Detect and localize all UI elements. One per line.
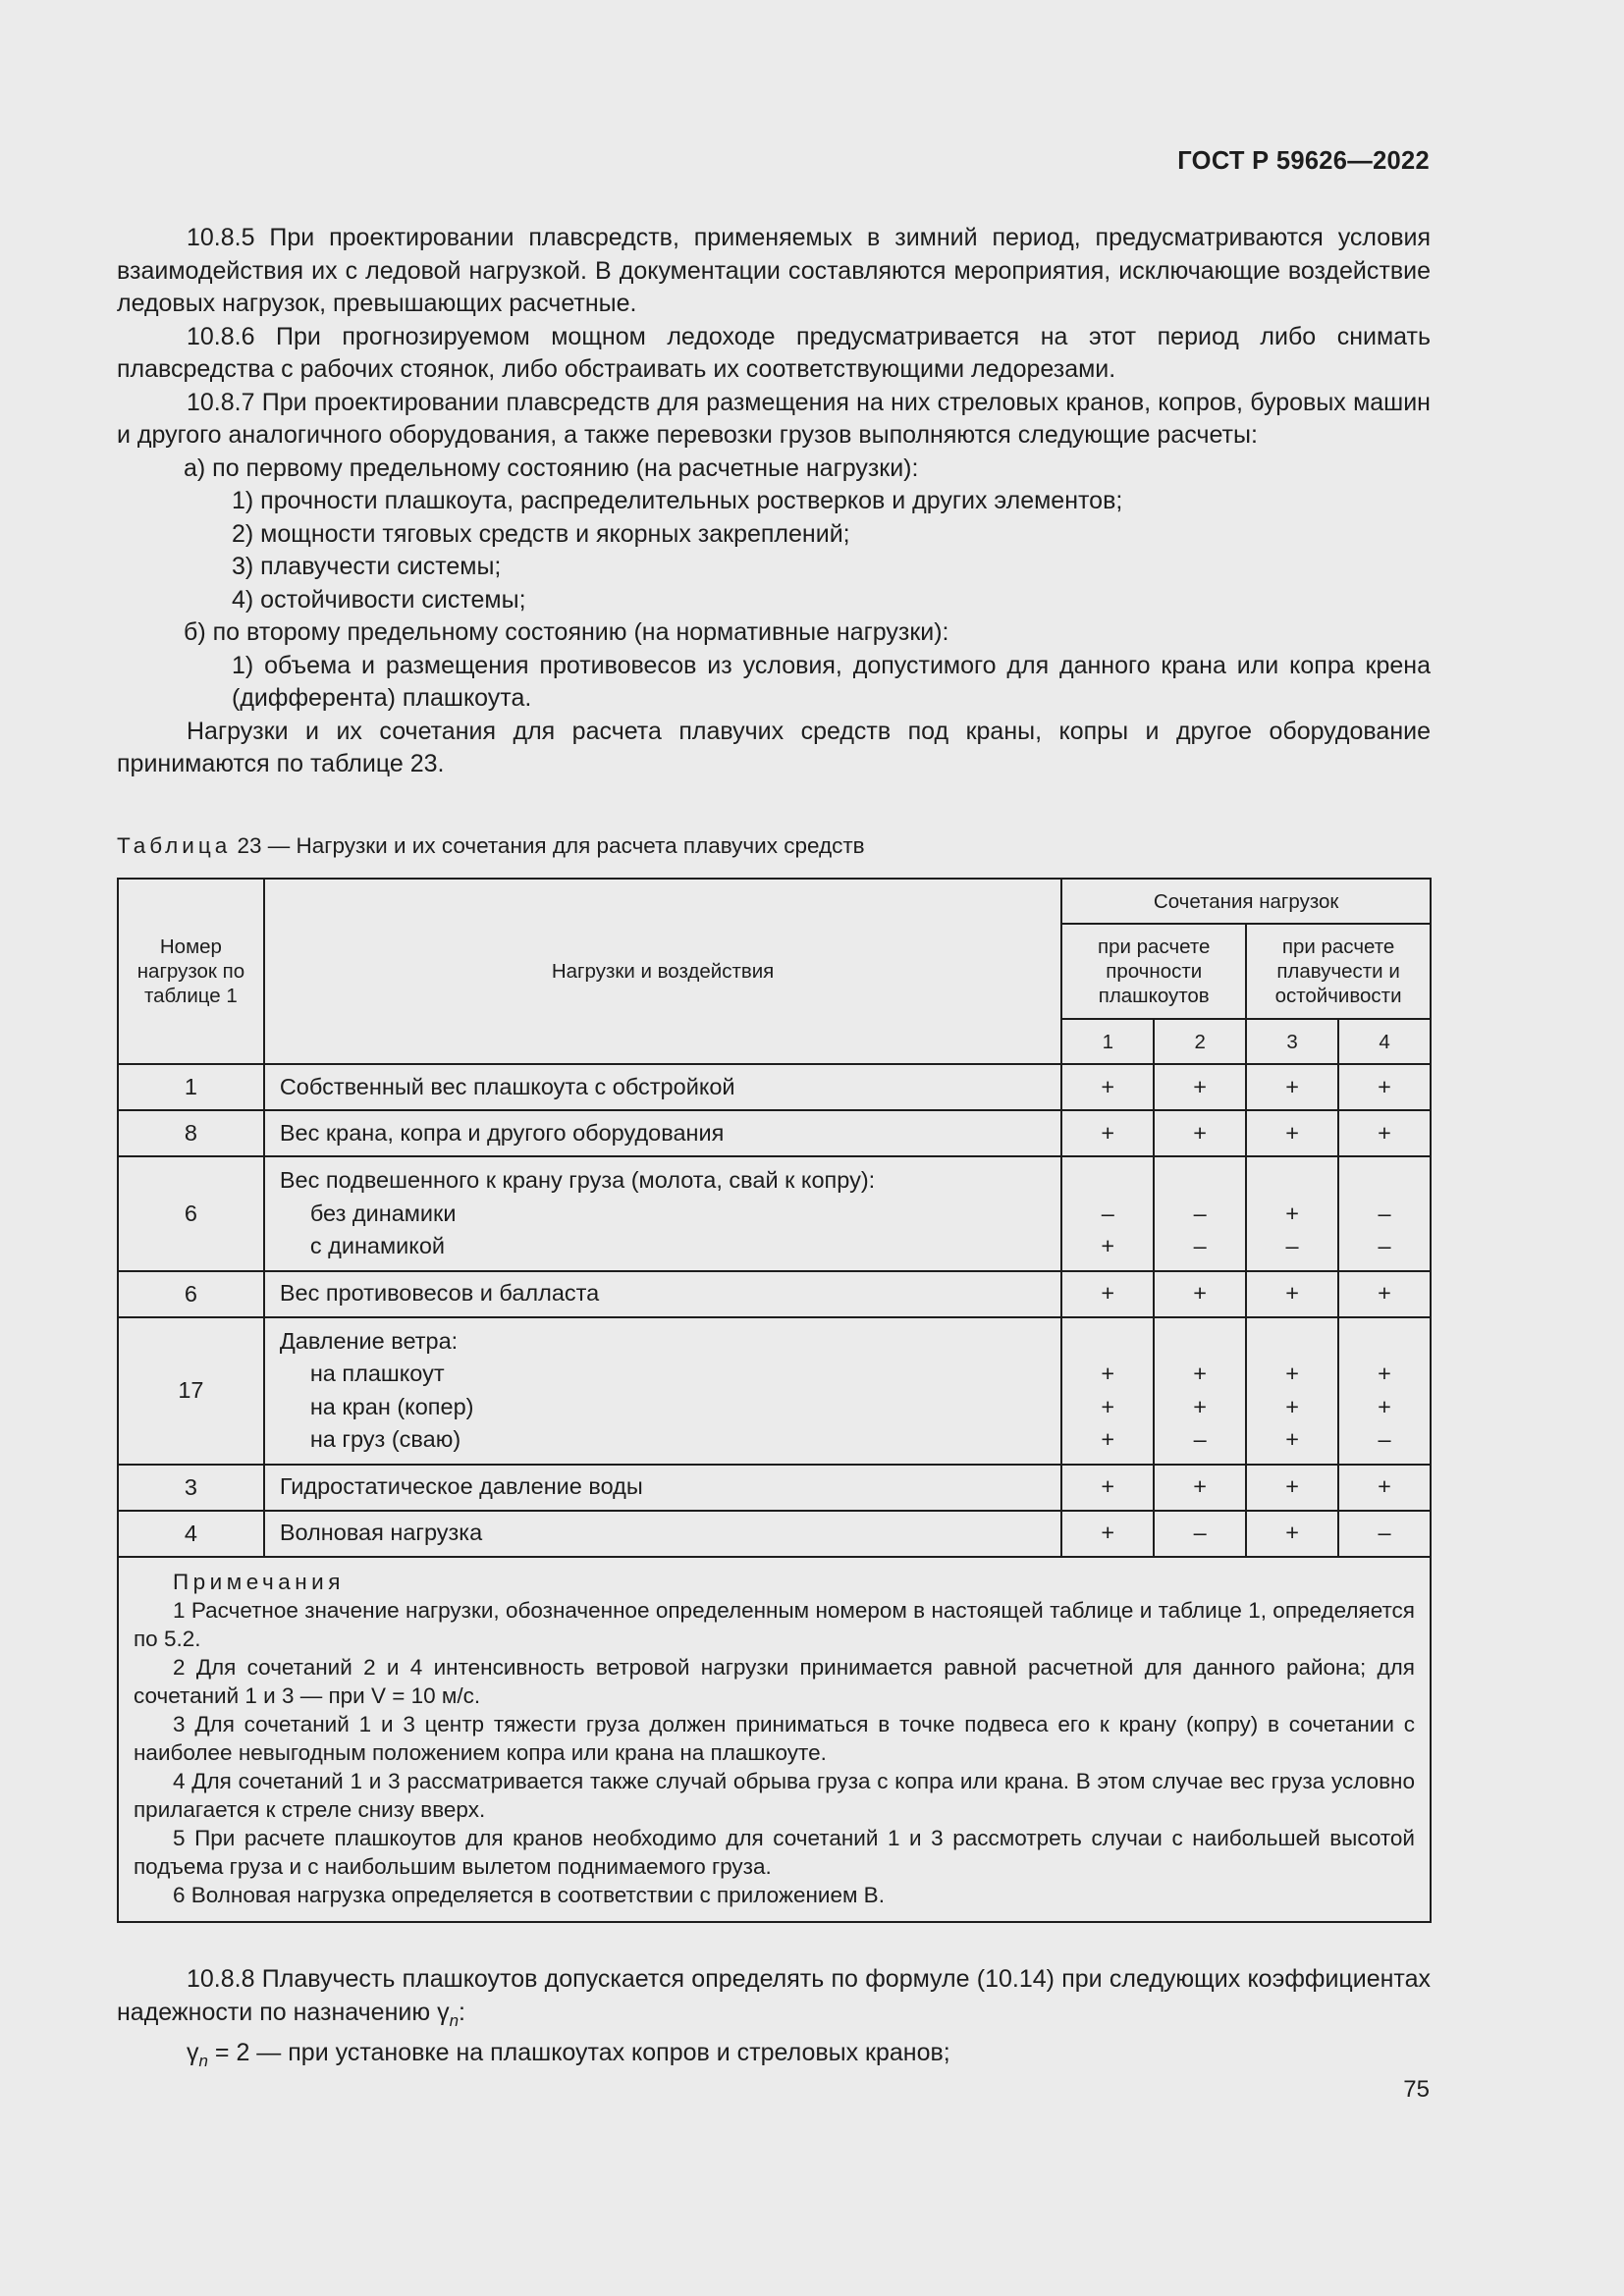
combination-cell-2: [1154, 1156, 1246, 1271]
combination-mark: +: [1101, 1426, 1115, 1452]
combination-mark: +: [1193, 1393, 1208, 1419]
combination-mark: –: [1378, 1233, 1391, 1258]
combination-mark: +: [1378, 1361, 1391, 1386]
note-item: 6 Волновая нагрузка определяется в соответствии с приложением В.: [173, 1882, 885, 1907]
combination-cell-1: [1061, 1511, 1154, 1557]
combination-mark: +: [1285, 1119, 1299, 1146]
combination-cell-1: [1061, 1156, 1154, 1271]
combination-cell-2: [1154, 1317, 1246, 1465]
note-item: 3 Для сочетаний 1 и 3 центр тяжести груза должен приниматься в точке подвеса его к крану (копру) в сочетании с наиболее невыгодным положением копра или крана на плашкоуте.: [134, 1711, 1415, 1765]
combination-mark: [1247, 1325, 1337, 1359]
combination-mark: +: [1285, 1200, 1299, 1226]
list-item-a3: 3) плавучести системы;: [232, 553, 502, 580]
list-item-b1: 1) объема и размещения противовесов из условия, допустимого для данного крана или копра крена (дифферента) плашкоута.: [232, 651, 1431, 712]
combination-mark: [1339, 1164, 1430, 1198]
header-buoyancy: при расчете плавучести и остойчивости: [1246, 924, 1431, 1019]
combination-mark: [1247, 1164, 1337, 1198]
gamma-line-text: = 2 — при установке на плашкоутах копров и стреловых кранов;: [207, 2039, 950, 2066]
gamma-subscript: n: [449, 2010, 460, 2030]
combination-mark: –: [1193, 1426, 1207, 1452]
combination-mark: +: [1193, 1280, 1208, 1307]
load-description-cell: [264, 1156, 1061, 1271]
combination-cell-3: [1246, 1110, 1338, 1156]
combination-mark: [1062, 1325, 1153, 1359]
note-item: 5 При расчете плашкоутов для кранов необходимо для сочетаний 1 и 3 рассмотреть случаи с наибольшей высотой подъема груза и с наибольшим вылетом поднимаемого груза.: [134, 1825, 1415, 1879]
load-subitem: на кран (копер): [309, 1393, 474, 1419]
combination-cell-4: [1338, 1511, 1431, 1557]
combination-cell-3: [1246, 1064, 1338, 1110]
combination-mark: +: [1193, 1119, 1208, 1146]
load-number-cell: 3: [118, 1465, 264, 1511]
load-description-cell: [264, 1064, 1061, 1110]
load-number-cell: 8: [118, 1110, 264, 1156]
load-description-cell: [264, 1110, 1061, 1156]
load-subitem: на груз (сваю): [309, 1426, 461, 1452]
combination-cell-3: [1246, 1156, 1338, 1271]
gamma-subscript-2: n: [198, 2052, 208, 2070]
combination-cell-4: [1338, 1064, 1431, 1110]
gamma-line: [117, 2037, 1431, 2078]
header-col-2: 2: [1154, 1019, 1246, 1064]
load-number-cell: 1: [118, 1064, 264, 1110]
header-col-1: 1: [1061, 1019, 1154, 1064]
combination-mark: +: [1285, 1520, 1299, 1546]
load-number-cell: 4: [118, 1511, 264, 1557]
combination-mark: +: [1101, 1393, 1115, 1419]
gamma-symbol-2: γ: [187, 2039, 199, 2066]
combination-cell-3: [1246, 1511, 1338, 1557]
combination-mark: +: [1285, 1473, 1299, 1500]
notes-title: Примечания: [173, 1569, 345, 1594]
combination-mark: –: [1193, 1200, 1207, 1226]
load-description-cell: [264, 1511, 1061, 1557]
combination-mark: +: [1193, 1073, 1208, 1099]
load-subitem: с динамикой: [309, 1233, 446, 1258]
combination-mark: +: [1101, 1361, 1115, 1386]
table-row: [118, 1156, 1431, 1271]
combination-cell-1: [1061, 1465, 1154, 1511]
load-name: Вес подвешенного к крану груза (молота, свай к копру):: [279, 1167, 876, 1193]
paragraph-loads: Нагрузки и их сочетания для расчета плавучих средств под краны, копры и другое оборудование принимаются по таблице 23.: [117, 717, 1431, 777]
paragraph-10-8-5: 10.8.5 При проектировании плавсредств, применяемых в зимний период, предусматриваются условия взаимодействия их с ледовой нагрузкой. В документации составляются мероприятия, исключающие воздействие ледовых нагрузок, превышающих расчетные.: [117, 224, 1431, 317]
combination-mark: +: [1101, 1073, 1115, 1099]
combination-mark: +: [1378, 1073, 1391, 1099]
load-description-cell: [264, 1317, 1061, 1465]
combination-cell-2: [1154, 1465, 1246, 1511]
header-loads: Нагрузки и воздействия: [264, 879, 1061, 1064]
combination-cell-2: [1154, 1064, 1246, 1110]
combination-cell-4: [1338, 1110, 1431, 1156]
load-subitem: на плашкоут: [309, 1361, 445, 1386]
note-item: 1 Расчетное значение нагрузки, обозначенное определенным номером в настоящей таблице и таблице 1, определяется по 5.2.: [134, 1597, 1415, 1651]
combination-cell-1: [1061, 1064, 1154, 1110]
combination-mark: +: [1101, 1280, 1115, 1307]
combination-cell-4: [1338, 1465, 1431, 1511]
load-description-cell: [264, 1465, 1061, 1511]
combination-mark: +: [1101, 1520, 1115, 1546]
combination-mark: –: [1101, 1200, 1114, 1226]
load-number-cell: 6: [118, 1156, 264, 1271]
body-text: [117, 222, 1431, 781]
combination-mark: +: [1193, 1473, 1208, 1500]
paragraph-10-8-6: 10.8.6 При прогнозируемом мощном ледоходе предусматривается на этот период либо снимать плавсредства с рабочих стоянок, либо обстраивать их соответствующими ледорезами.: [117, 322, 1431, 383]
loads-table: [117, 878, 1432, 1923]
list-item-a1: 1) прочности плашкоута, распределительных ростверков и других элементов;: [232, 487, 1123, 514]
combination-cell-4: [1338, 1317, 1431, 1465]
header-col-4: 4: [1338, 1019, 1431, 1064]
list-item-b: б) по второму предельному состоянию (на нормативные нагрузки):: [184, 618, 949, 646]
combination-mark: [1155, 1325, 1245, 1359]
table-caption-label: Таблица: [117, 833, 232, 858]
load-name: Собственный вес плашкоута с обстройкой: [279, 1073, 735, 1099]
load-number-cell: 6: [118, 1271, 264, 1317]
combination-cell-3: [1246, 1317, 1338, 1465]
combination-cell-1: [1061, 1110, 1154, 1156]
combination-mark: +: [1285, 1073, 1299, 1099]
table-row: [118, 1064, 1431, 1110]
table-row: [118, 1271, 1431, 1317]
combination-cell-4: [1338, 1156, 1431, 1271]
list-item-a2: 2) мощности тяговых средств и якорных закреплений;: [232, 519, 850, 548]
combination-mark: +: [1285, 1280, 1299, 1307]
load-name: Вес противовесов и балласта: [279, 1280, 600, 1307]
combination-mark: [1155, 1164, 1245, 1198]
header-combinations: Сочетания нагрузок: [1061, 879, 1431, 924]
combination-mark: +: [1378, 1393, 1391, 1419]
combination-mark: –: [1378, 1426, 1391, 1452]
combination-cell-4: [1338, 1271, 1431, 1317]
combination-mark: +: [1378, 1119, 1391, 1146]
note-item: 2 Для сочетаний 2 и 4 интенсивность ветровой нагрузки принимается равной расчетной для данного района; для сочетаний 1 и 3 — при V = 10 м/с.: [134, 1654, 1415, 1708]
colon: :: [459, 1998, 465, 2026]
combination-cell-3: [1246, 1271, 1338, 1317]
combination-mark: –: [1378, 1200, 1391, 1226]
after-table-text: [117, 1963, 1431, 2078]
load-description-cell: [264, 1271, 1061, 1317]
combination-mark: –: [1193, 1520, 1207, 1546]
note-item: 4 Для сочетаний 1 и 3 рассматривается также случай обрыва груза с копра или крана. В этом случае вес груза условно прилагается к стреле снизу вверх.: [134, 1768, 1415, 1822]
paragraph-10-8-7: 10.8.7 При проектировании плавсредств для размещения на них стреловых кранов, копров, буровых машин и другого аналогичного оборудования, а также перевозки грузов выполняются следующие расчеты:: [117, 388, 1431, 449]
paragraph-10-8-8: [117, 1963, 1431, 2037]
combination-mark: +: [1101, 1473, 1115, 1500]
load-number-cell: 17: [118, 1317, 264, 1465]
load-name: Давление ветра:: [279, 1327, 459, 1354]
load-name: Вес крана, копра и другого оборудования: [279, 1119, 725, 1146]
header-col-3: 3: [1246, 1019, 1338, 1064]
combination-cell-1: [1061, 1271, 1154, 1317]
header-strength: при расчете прочности плашкоутов: [1061, 924, 1246, 1019]
table-caption-text: 23 — Нагрузки и их сочетания для расчета плавучих средств: [231, 833, 865, 858]
load-name: Гидростатическое давление воды: [279, 1473, 643, 1500]
table-row: [118, 1110, 1431, 1156]
combination-mark: +: [1285, 1393, 1299, 1419]
load-subitem: без динамики: [309, 1200, 457, 1226]
page-number: 75: [1403, 2076, 1430, 2103]
combination-cell-2: [1154, 1511, 1246, 1557]
combination-mark: –: [1378, 1520, 1391, 1546]
combination-mark: –: [1285, 1233, 1299, 1258]
combination-cell-3: [1246, 1465, 1338, 1511]
combination-cell-1: [1061, 1317, 1154, 1465]
notes-cell: [118, 1557, 1431, 1922]
combination-mark: [1062, 1164, 1153, 1198]
combination-mark: [1339, 1325, 1430, 1359]
combination-mark: +: [1101, 1119, 1115, 1146]
combination-mark: +: [1193, 1361, 1208, 1386]
combination-mark: +: [1378, 1280, 1391, 1307]
header-load-number: Номер нагрузок по таблице 1: [118, 879, 264, 1064]
combination-mark: +: [1285, 1361, 1299, 1386]
list-item-a4: 4) остойчивости системы;: [232, 585, 526, 614]
combination-mark: +: [1378, 1473, 1391, 1500]
paragraph-10-8-8-text: 10.8.8 Плавучесть плашкоутов допускается определять по формуле (10.14) при следующих коэффициентах надежности по назначению: [117, 1965, 1431, 2026]
load-name: Волновая нагрузка: [279, 1520, 483, 1546]
combination-mark: +: [1101, 1233, 1115, 1258]
list-item-a: а) по первому предельному состоянию (на расчетные нагрузки):: [184, 454, 919, 482]
combination-mark: –: [1193, 1233, 1207, 1258]
table-row: [118, 1465, 1431, 1511]
combination-mark: +: [1285, 1426, 1299, 1452]
combination-cell-2: [1154, 1110, 1246, 1156]
table-row: [118, 1317, 1431, 1465]
gamma-symbol: γ: [437, 1998, 450, 2026]
combination-cell-2: [1154, 1271, 1246, 1317]
table-caption: [117, 833, 865, 859]
document-code: ГОСТ Р 59626—2022: [1177, 147, 1430, 175]
table-row: [118, 1511, 1431, 1557]
